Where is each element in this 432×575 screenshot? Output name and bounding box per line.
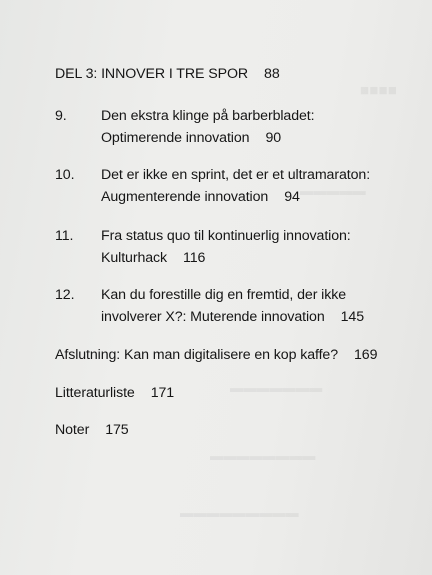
toc-chapter-title-line2: Kulturhack: [101, 250, 168, 266]
toc-chapter-title-line1: Den ekstra klinge på barberbladet:: [101, 108, 315, 124]
toc-chapter-number: 10.: [55, 167, 75, 183]
toc-chapter-12: [55, 284, 364, 328]
toc-chapter-title-line1: Fra status quo til kontinuerlig innovation:: [101, 228, 351, 244]
toc-part-heading: [55, 63, 280, 85]
toc-closing-page: 171: [150, 385, 175, 401]
reverse-page-show-through: ■■■■: [360, 82, 398, 99]
reverse-page-show-through: ▬▬▬▬▬▬▬: [230, 380, 323, 395]
toc-chapter-title-line2: involverer X?: Muterende innovation: [101, 309, 325, 325]
toc-chapter-11: [55, 225, 351, 269]
toc-closing-page: 169: [354, 347, 378, 363]
toc-chapter-title-line2: Optimerende innovation: [101, 130, 250, 146]
toc-chapter-title-line1: Det er ikke en sprint, det er et ultramaraton:: [101, 167, 371, 183]
reverse-page-show-through: ▬▬▬▬▬▬▬▬▬: [180, 505, 299, 520]
toc-closing-noter: [55, 419, 129, 441]
toc-chapter-number: 9.: [55, 108, 67, 124]
toc-closing-page: 175: [105, 422, 129, 438]
toc-chapter-title-line1: Kan du forestille dig en fremtid, der ikke: [101, 287, 346, 303]
toc-chapter-number: 12.: [55, 287, 75, 303]
toc-closing-afslutning: [55, 344, 377, 366]
toc-chapter-page: 94: [284, 189, 300, 205]
toc-chapter-title-line2: Augmenterende innovation: [101, 189, 269, 205]
reverse-page-show-through: ▬▬▬▬▬▬▬▬: [210, 448, 316, 463]
toc-chapter-page: 116: [183, 250, 206, 266]
toc-chapter-10: [55, 164, 370, 208]
toc-closing-litteraturliste: [55, 382, 174, 404]
toc-closing-label: Litteraturliste: [55, 385, 135, 401]
toc-part-page: 88: [264, 66, 280, 82]
reverse-page-show-through: ▬▬▬▬▬: [300, 183, 366, 198]
toc-chapter-number: 11.: [55, 228, 74, 244]
toc-closing-label: Afslutning: Kan man digitalisere en kop kaffe?: [55, 347, 339, 363]
toc-chapter-page: 90: [265, 130, 282, 146]
toc-chapter-page: 145: [340, 309, 365, 325]
toc-part-label: DEL 3: INNOVER I TRE SPOR: [55, 66, 249, 82]
toc-closing-label: Noter: [55, 422, 90, 438]
toc-chapter-9: [55, 105, 315, 149]
